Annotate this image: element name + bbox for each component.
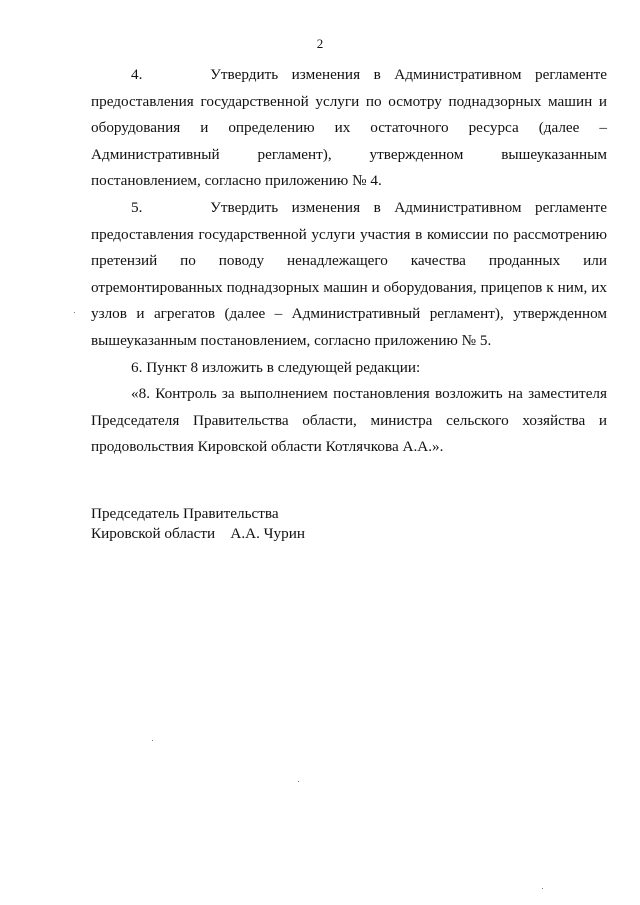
signatory-title-line1: Председатель Правительства [91,505,279,522]
signatory-name: А.А. Чурин [230,525,305,542]
page-number: 2 [316,36,324,51]
scan-speck [74,312,75,313]
paragraph-item-6: 6. Пункт 8 изложить в следующей редакции: [131,358,421,376]
scan-speck [542,888,543,889]
scan-speck [152,740,153,741]
signatory-region: Кировской области [91,525,216,542]
signatory-title-line2 [91,524,305,544]
document-body [91,62,607,461]
paragraph-quoted-point-8: «8. Контроль за выполнением постановления возложить на заместителя Председателя Правительства области, министра сельского хозяйства и продовольствия Кировской области Котлячкова А.А.». [91,385,607,456]
scan-speck [298,781,299,782]
paragraph-item-4: 4. Утвердить изменения в Административном регламенте предоставления государственной услуги по осмотру поднадзорных машин и оборудования и определению их остаточного ресурса (далее – Административный регламент), утвержденном вышеуказанным постановлением, согласно приложению № 4. [91,66,607,190]
signature-block [91,504,305,544]
paragraph-item-5: 5. Утвердить изменения в Административном регламенте предоставления государственной услуги участия в комиссии по рассмотрению претензий по поводу ненадлежащего качества проданных или отремонтированных поднадзорных машин и оборудования, прицепов к ним, их узлов и агрегатов (далее – Административный регламент), утвержденном вышеуказанным постановлением, согласно приложению № 5. [91,198,607,349]
